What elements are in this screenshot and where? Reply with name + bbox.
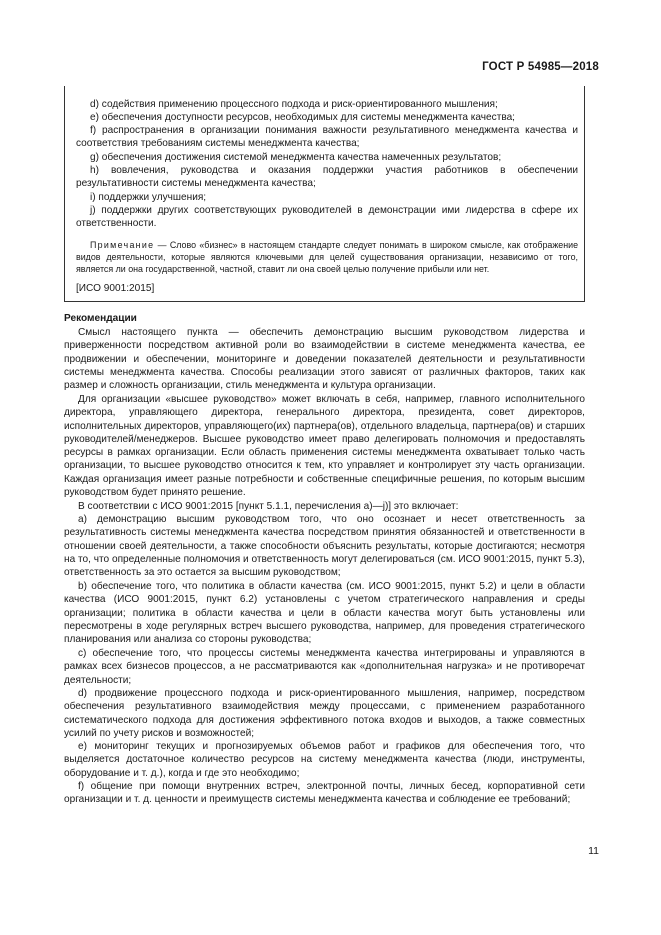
rec-paragraph-2: Для организации «высшее руководство» может включать в себя, например, главного исполнительного директора, управляющего директора, генерального директора, президента, совет директоров, исполнительных директоров, управляющего(их) партнера(ов), отдельного владельца, партнера(ов) и старших руководителей/менеджеров. Высшее руководство имеет право делегировать полномочия и предоставлять ресурсы в рамках организации. Если область применения системы менеджмента охватывает только часть организации, то высшее руководство относится к тем, кто управляет и контролирует эту часть организации. Каждая организация имеет разные потребности и собственные специфичные решения, по которым высшим руководством будет принято решение.: [64, 394, 585, 499]
rec-paragraph-1: Смысл настоящего пункта — обеспечить демонстрацию высшим руководством лидерства и приверженности посредством активной роли во взаимодействии в системе менеджмента качества, ее продвижении и обеспечении, мониторинге и доведении показателей деятельности и результативности системы менеджмента качества. Способы реализации этого зависят от различных факторов, таких как размер и сложность организации, стиль менеджмента и культура организации.: [64, 327, 585, 392]
rec-item-b: b) обеспечение того, что политика в области качества (см. ИСО 9001:2015, пункт 5.2) и цели в области качества (ИСО 9001:2015, пункт 6.2) установлены с учетом стратегического направления и среды организации; политика в области качества и цели в области качества могут быть установлены или пересмотрены в ходе регулярных встреч высшего руководства, например, для проведения стратегического планирования или анализа со стороны руководства;: [64, 581, 585, 646]
recommendations-title: Рекомендации: [64, 313, 137, 324]
rec-item-c: c) обеспечение того, что процессы системы менеджмента качества интегрированы и управляются в рамках всех бизнесов процессов, а не рассматриваются как «дополнительная нагрузка» и не противоречат деятельности;: [64, 648, 585, 686]
box-item-h: h) вовлечения, руководства и оказания поддержки участия работников в обеспечении результативности системы менеджмента качества;: [76, 165, 578, 190]
box-item-g: g) обеспечения достижения системой менеджмента качества намеченных результатов;: [90, 152, 502, 163]
rec-item-e: e) мониторинг текущих и прогнозируемых объемов работ и графиков для обеспечения того, что выделяется достаточное количество ресурсов на систему менеджмента качества (люди, инструменты, оборудование и т. д.), когда и где это необходимо;: [64, 741, 585, 779]
rec-item-a: а) демонстрацию высшим руководством того, что оно осознает и несет ответственность за результативность системы менеджмента качества посредством принятия обязанностей и ответственности в отношении своей деятельности, а также способности объяснить результаты, которые достигаются; несмотря на то, что определенные полномочия и ответственность могут делегироваться (см. ИСО 9001:2015, пункт 5.3), ответственность за это остается за высшим руководством;: [64, 514, 585, 579]
source-reference: [ИСО 9001:2015]: [76, 283, 155, 294]
box-item-e: e) обеспечения доступности ресурсов, необходимых для системы менеджмента качества;: [90, 112, 515, 123]
box-note: [76, 239, 578, 275]
rec-item-f: f) общение при помощи внутренних встреч, электронной почты, личных бесед, корпоративной сети организации и т. д. ценности и преимуществ системы менеджмента качества и соблюдение ее требований;: [64, 781, 585, 806]
box-item-d: d) содействия применению процессного подхода и риск-ориентированного мышления;: [90, 99, 498, 110]
box-item-i: i) поддержки улучшения;: [90, 192, 207, 203]
note-text: — Слово «бизнес» в настоящем стандарте следует понимать в широком смысле, как отображение видов деятельности, которые являются ключевыми для целей существования организации, независимо от того, является ли она государственной, частной, ставит ли она своей целью получение прибыли или нет.: [76, 240, 578, 274]
box-item-j: j) поддержки других соответствующих руководителей в демонстрации ими лидерства в сфере их ответственности.: [76, 205, 578, 230]
note-label: Примечание: [90, 240, 155, 250]
standard-header: ГОСТ Р 54985—2018: [482, 61, 599, 73]
page-number: 11: [588, 845, 599, 857]
rec-item-d: d) продвижение процессного подхода и риск-ориентированного мышления, например, посредством обеспечения результативного взаимодействия между процессами, с применением разработанного систематического подхода для достижения эффективного потока входов и выходов, а также совместных усилий по учету рисков и возможностей;: [64, 688, 585, 739]
rec-paragraph-3: В соответствии с ИСО 9001:2015 [пункт 5.1.1, перечисления а)—j)] это включает:: [78, 501, 459, 512]
box-item-f: f) распространения в организации понимания важности результативного менеджмента качества и соответствия требованиям системы менеджмента качества;: [76, 125, 578, 150]
